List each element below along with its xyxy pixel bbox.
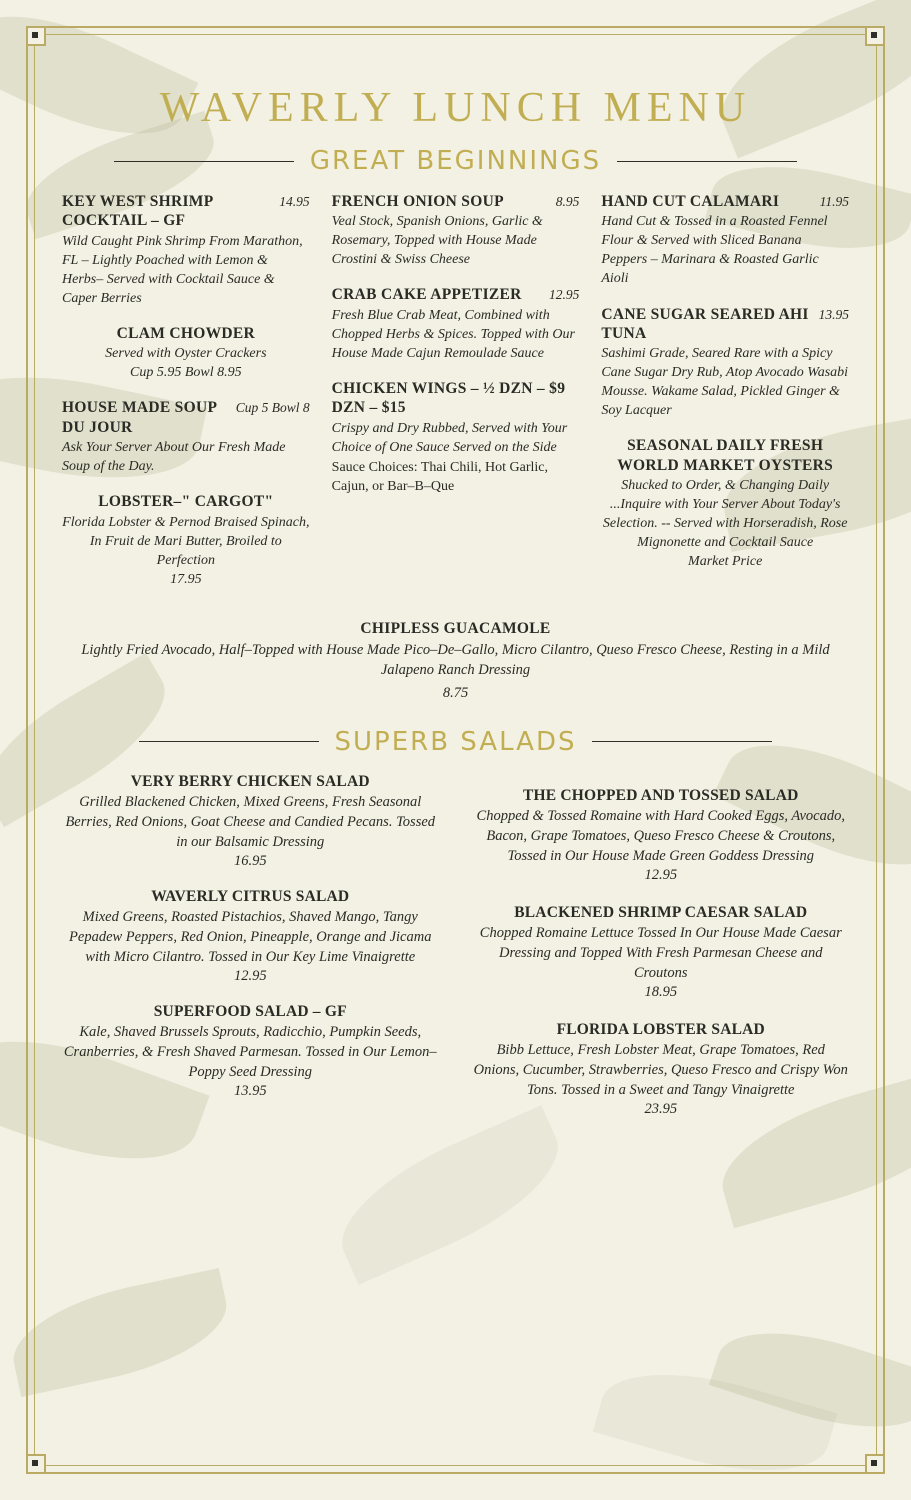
item-price: 8.75 (442, 684, 469, 701)
section-rule-right (617, 161, 797, 162)
menu-item (332, 379, 580, 496)
section-rule-left (114, 161, 294, 162)
item-sauce-choices: Sauce Choices: Thai Chili, Hot Garlic, Cajun, or Bar–B–Que (331, 459, 548, 494)
appetizer-column-2 (332, 192, 580, 512)
menu-item (332, 192, 580, 269)
appetizer-column-1 (62, 192, 310, 605)
item-name: LOBSTER–" CARGOT" (98, 493, 274, 511)
item-name: SEASONAL DAILY FRESH WORLD MARKET OYSTERS (617, 437, 834, 474)
item-price: 17.95 (170, 571, 202, 587)
section-header-superb-salads (62, 727, 849, 757)
item-name: KEY WEST SHRIMP COCKTAIL – GF (62, 193, 213, 230)
menu-item (601, 305, 849, 421)
menu-item (473, 787, 850, 884)
item-name: FLORIDA LOBSTER SALAD (556, 1020, 765, 1038)
menu-item (62, 398, 310, 476)
item-name: BLACKENED SHRIMP CAESAR SALAD (514, 903, 808, 921)
item-description: Sashimi Grade, Seared Rare with a Spicy Cane Sugar Dry Rub, Atop Avocado Wasabi Mousse. Wakame Salad, Pickled Ginger & Soy Lacquer (601, 346, 849, 419)
item-description: Crispy and Dry Rubbed, Served with Your Choice of One Sauce Served on the Side (331, 420, 568, 455)
item-name: CRAB CAKE APPETIZER (331, 286, 522, 304)
item-price: Cup 5 Bowl 8 (235, 400, 310, 416)
item-name: CLAM CHOWDER (116, 324, 256, 342)
section-title: GREAT BEGINNINGS (309, 146, 602, 176)
menu-item (601, 436, 849, 571)
section-rule-left (139, 741, 319, 742)
item-description: Hand Cut & Tossed in a Roasted Fennel Flour & Served with Sliced Banana Peppers – Marinara & Roasted Garlic Aioli (601, 214, 828, 287)
item-description: Kale, Shaved Brussels Sprouts, Radicchio, Pumpkin Seeds, Cranberries, & Fresh Shaved Parmesan. Tossed in Our Lemon–Poppy Seed Dressing (63, 1023, 437, 1081)
item-price: 16.95 (233, 852, 267, 869)
item-description: Veal Stock, Spanish Onions, Garlic & Rosemary, Topped with House Made Crostini & Swiss Cheese (331, 214, 543, 268)
item-description: Grilled Blackened Chicken, Mixed Greens, Fresh Seasonal Berries, Red Onions, Goat Cheese and Candied Pecans. Tossed in our Balsamic Dressing (65, 793, 436, 851)
section-header-great-beginnings (62, 146, 849, 176)
item-price: 12.95 (644, 866, 678, 883)
menu-title: WAVERLY LUNCH MENU (159, 85, 752, 131)
item-name: CANE SUGAR SEARED AHI TUNA (601, 305, 809, 342)
menu-item (62, 773, 439, 870)
item-price: 14.95 (279, 194, 310, 209)
item-price: 18.95 (644, 983, 678, 1000)
item-description: Fresh Blue Crab Meat, Combined with Chopped Herbs & Spices. Topped with Our House Made Cajun Remoulade Sauce (331, 307, 575, 361)
salad-column-1 (62, 773, 439, 1136)
item-name: WAVERLY CITRUS SALAD (151, 887, 350, 905)
menu-item (601, 192, 849, 289)
item-name: CHICKEN WINGS – ½ DZN – $9 DZN – $15 (331, 379, 566, 417)
item-description: Florida Lobster & Pernod Braised Spinach, In Fruit de Mari Butter, Broiled to Perfection (62, 514, 310, 568)
menu-item (473, 904, 850, 1001)
item-price: 8.95 (555, 194, 580, 209)
item-name: SUPERFOOD SALAD – GF (153, 1002, 347, 1020)
item-price: 23.95 (644, 1100, 678, 1117)
item-description: Served with Oyster Crackers (105, 346, 267, 362)
item-description: Chopped Romaine Lettuce Tossed In Our House Made Caesar Dressing and Topped With Fresh Parmesan Cheese and Croutons (479, 924, 842, 982)
section-rule-right (592, 741, 772, 742)
section-title: SUPERB SALADS (334, 726, 577, 757)
menu-item (62, 888, 439, 985)
item-name: CHIPLESS GUACAMOLE (360, 619, 551, 637)
menu-item (473, 1021, 850, 1118)
item-price: Market Price (688, 554, 763, 570)
item-name: HAND CUT CALAMARI (601, 193, 780, 210)
item-description: Lightly Fried Avocado, Half–Topped with House Made Pico–De–Gallo, Micro Cilantro, Queso Fresco Cheese, Resting in a Mild Jalapeno Ranch Dressing (81, 642, 830, 679)
item-price: Cup 5.95 Bowl 8.95 (130, 365, 242, 381)
item-name: THE CHOPPED AND TOSSED SALAD (523, 786, 799, 804)
item-description: Ask Your Server About Our Fresh Made Soup of the Day. (62, 440, 286, 475)
item-price: 13.95 (818, 306, 850, 322)
appetizer-columns (62, 192, 849, 605)
item-name: VERY BERRY CHICKEN SALAD (130, 772, 370, 790)
item-description: Bibb Lettuce, Fresh Lobster Meat, Grape Tomatoes, Red Onions, Cucumber, Strawberries, Queso Fresco and Crispy Won Tons. Tossed in a Sweet and Tangy Vinaigrette (473, 1041, 848, 1099)
appetizer-column-3 (601, 192, 849, 587)
item-description: Shucked to Order, & Changing Daily ...Inquire with Your Server About Today's Selection. -- Served with Horseradish, Rose Mignonette and Cocktail Sauce (602, 478, 848, 551)
menu-item (62, 1003, 439, 1100)
salad-columns (62, 773, 849, 1136)
menu-item-chipless-guacamole (62, 619, 849, 703)
menu-item (332, 285, 580, 362)
item-price: 12.95 (233, 967, 267, 984)
menu-item (62, 492, 310, 589)
item-description: Wild Caught Pink Shrimp From Marathon, FL – Lightly Poached with Lemon & Herbs– Served with Cocktail Sauce & Caper Berries (62, 233, 303, 306)
menu-item (62, 192, 310, 308)
menu-item (62, 324, 310, 382)
item-price: 11.95 (819, 194, 850, 209)
item-name: HOUSE MADE SOUP DU JOUR (62, 399, 217, 436)
item-description: Mixed Greens, Roasted Pistachios, Shaved Mango, Tangy Pepadew Peppers, Red Onion, Pineapple, Orange and Jicama with Micro Cilantro. Tossed in Our Key Lime Vinaigrette (69, 908, 432, 966)
item-name: FRENCH ONION SOUP (331, 193, 504, 210)
item-price: 13.95 (233, 1082, 267, 1099)
item-description: Chopped & Tossed Romaine with Hard Cooked Eggs, Avocado, Bacon, Grape Tomatoes, Queso Fresco Cheese & Croutons, Tossed in Our House Made Green Goddess Dressing (476, 807, 845, 865)
salad-column-2 (473, 773, 850, 1136)
item-price: 12.95 (548, 287, 580, 303)
